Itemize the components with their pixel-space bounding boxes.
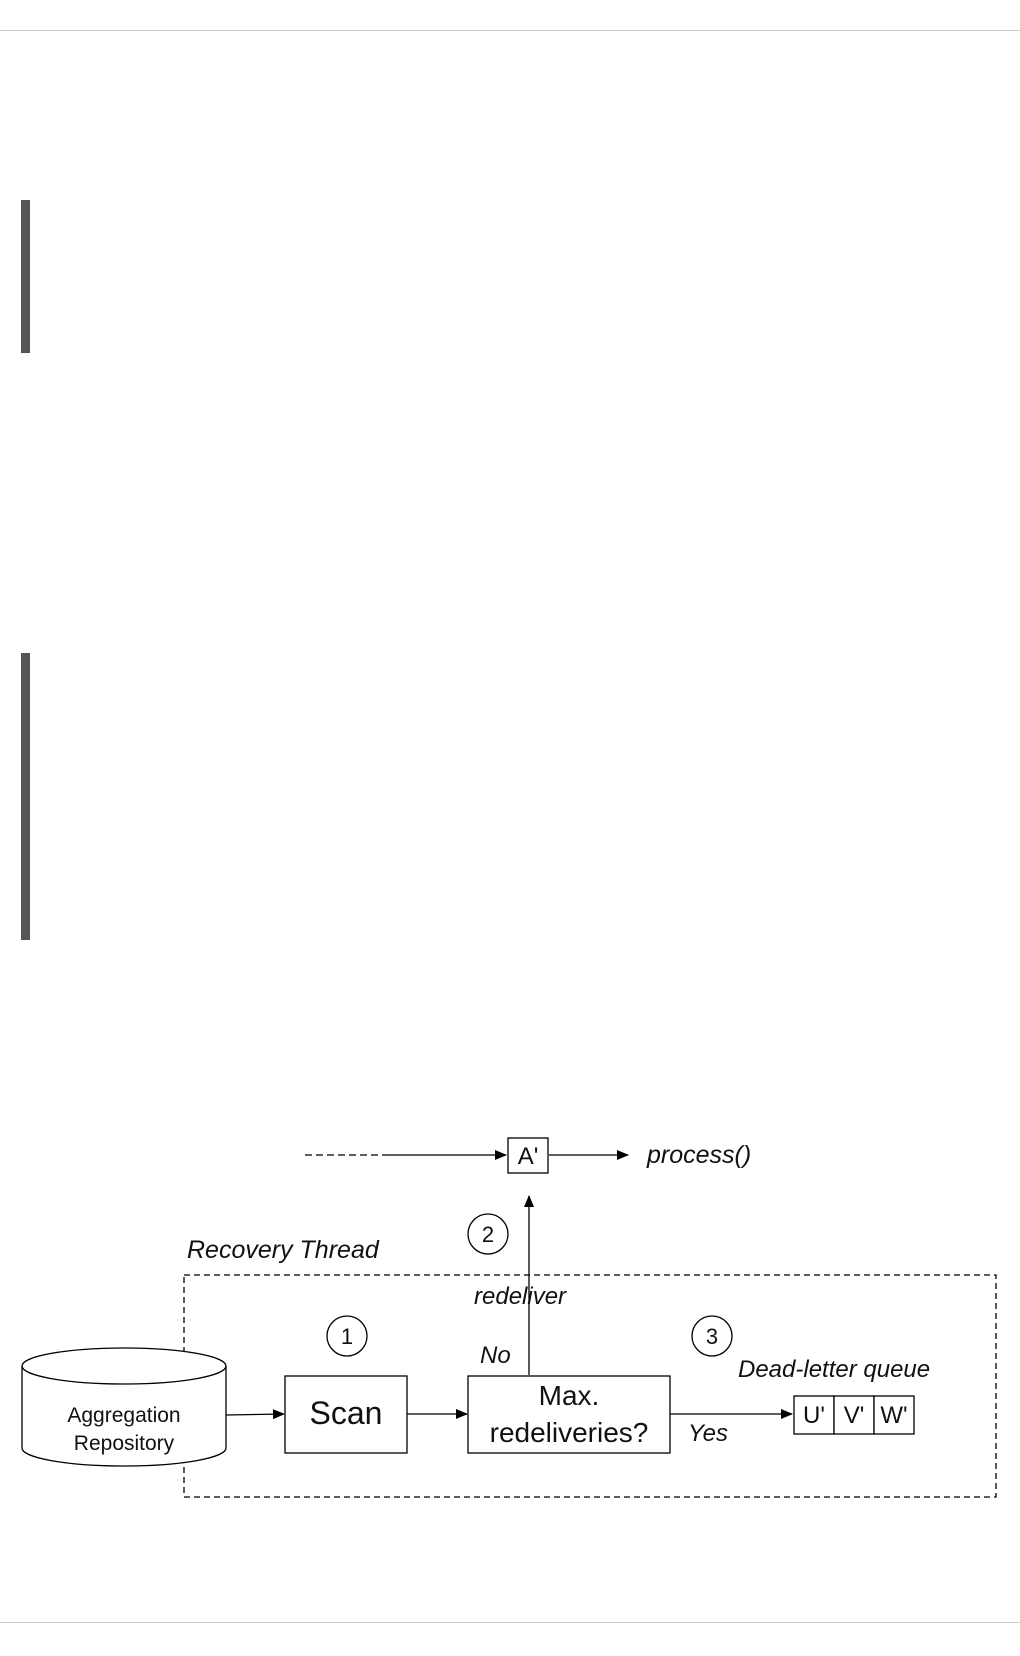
no-label: No — [480, 1342, 511, 1369]
repository-top — [22, 1348, 226, 1384]
recovery-thread-diagram — [0, 1120, 1020, 1520]
note-sidebar-bar — [21, 653, 30, 940]
aggregation-repository — [22, 1348, 226, 1466]
decision-label-line1: Max. — [538, 1380, 600, 1411]
yes-label: Yes — [688, 1420, 729, 1447]
step-2-label: 2 — [481, 1222, 495, 1247]
scan-label: Scan — [309, 1395, 383, 1431]
dlq-item: W' — [880, 1402, 908, 1429]
redeliver-label: redeliver — [474, 1283, 567, 1310]
dlq-item: V' — [843, 1402, 865, 1429]
process-label: process() — [647, 1141, 752, 1169]
dlq-item: U' — [803, 1402, 825, 1429]
arrow-to-scan — [226, 1414, 284, 1415]
step-3-label: 3 — [705, 1324, 719, 1349]
repository-label-line2: Repository — [73, 1432, 175, 1455]
exchange-label: A' — [517, 1143, 539, 1170]
step-1-label: 1 — [340, 1324, 354, 1349]
recovery-thread-label: Recovery Thread — [187, 1236, 379, 1264]
top-divider — [0, 30, 1020, 31]
note-sidebar-bar — [21, 200, 30, 353]
decision-label-line2: redeliveries? — [489, 1417, 649, 1448]
dead-letter-queue — [794, 1396, 914, 1434]
dead-letter-queue-label: Dead-letter queue — [738, 1356, 931, 1383]
bottom-divider — [0, 1622, 1020, 1623]
repository-label-line1: Aggregation — [67, 1404, 181, 1427]
